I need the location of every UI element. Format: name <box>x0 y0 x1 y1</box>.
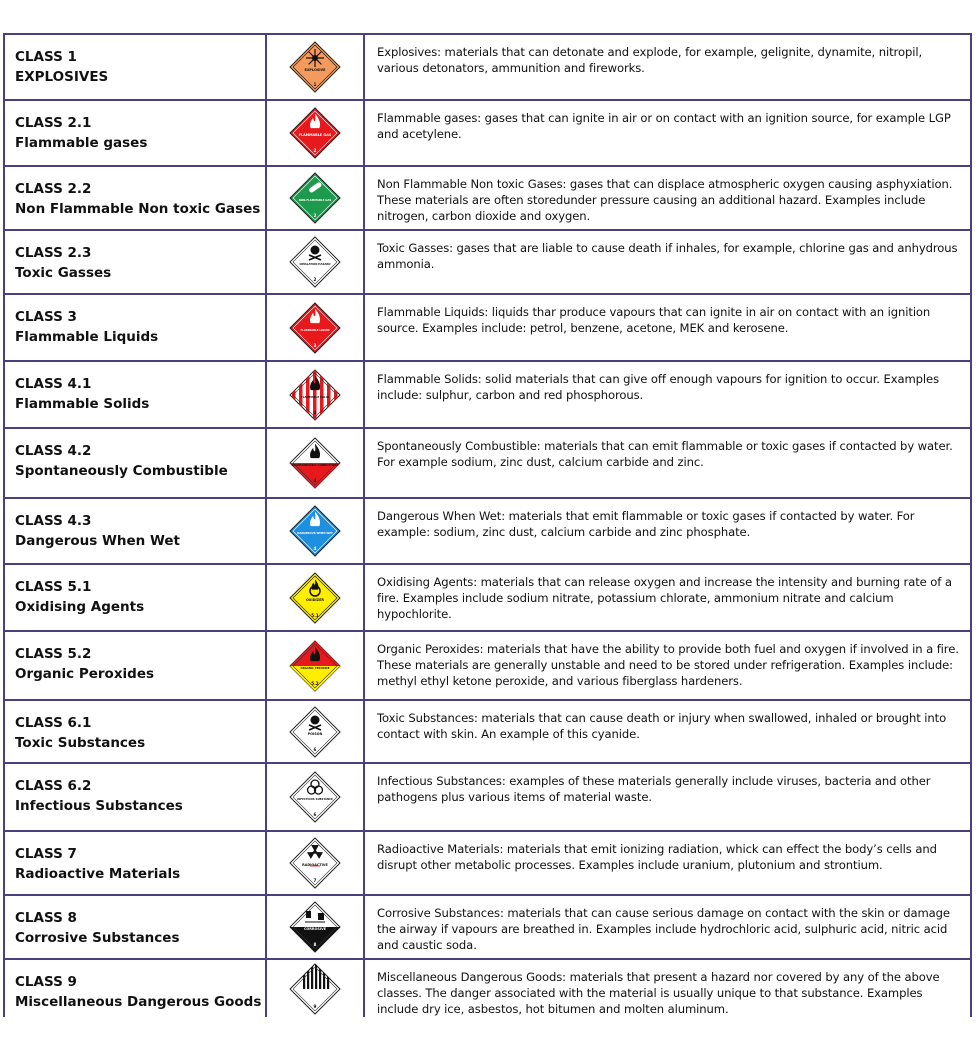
description-cell <box>364 564 971 631</box>
placard-label: DANGEROUS WHEN WET <box>297 532 333 535</box>
class-name: Flammable Liquids <box>15 329 159 345</box>
table-row <box>4 428 971 498</box>
inhalation-hazard-placard-icon <box>288 235 342 289</box>
table-row <box>4 831 971 895</box>
class-cell <box>4 230 266 294</box>
placard-number: 9 <box>313 1003 317 1009</box>
class-number: CLASS 3 <box>15 309 77 325</box>
organic-peroxide-placard-icon <box>288 639 342 693</box>
class-name: Non Flammable Non toxic Gases <box>15 201 261 217</box>
placard-label: INFECTIOUS SUBSTANCE <box>297 798 333 801</box>
placard-symbol <box>306 49 324 67</box>
placard-cell <box>266 34 364 100</box>
placard-label: FLAMMABLE LIQUID <box>300 328 330 332</box>
class-cell <box>4 631 266 700</box>
description-cell <box>364 763 971 831</box>
placard-label: ORGANIC PEROXIDE <box>300 666 330 670</box>
class-number: CLASS 4.2 <box>15 443 92 459</box>
flammable-gas-placard-icon <box>288 106 342 160</box>
class-number: CLASS 2.3 <box>15 245 92 261</box>
description-cell <box>364 166 971 230</box>
class-name: Oxidising Agents <box>15 599 145 615</box>
table-row <box>4 564 971 631</box>
placard-cell <box>266 166 364 230</box>
class-name: Flammable Solids <box>15 396 150 412</box>
placard-cell <box>266 895 364 959</box>
radioactive-placard-icon <box>288 836 342 890</box>
placard-cell <box>266 361 364 428</box>
class-name: Infectious Substances <box>15 798 183 814</box>
class-description: Miscellaneous Dangerous Goods: materials that present a hazard nor covered by any of the above classes. The danger associated with the material is usually unique to that substance. Examples include dry ice, asbestos, hot bitumen and molten aluminum. <box>377 970 940 1016</box>
poison-placard-icon <box>288 705 342 759</box>
class-name: Miscellaneous Dangerous Goods <box>15 994 262 1010</box>
class-number: CLASS 7 <box>15 846 77 862</box>
oxidizer-placard-icon <box>288 571 342 625</box>
description-cell <box>364 498 971 564</box>
placard-label: SPONTANEOUSLY COMBUSTIBLE <box>291 464 339 467</box>
placard-label: OXIDIZER <box>305 597 325 602</box>
class-description: Dangerous When Wet: materials that emit flammable or toxic gases if contacted by water. For example: sodium, zinc dust, calcium carbide and zinc phosphate. <box>377 509 915 539</box>
placard-number: 6 <box>313 812 317 817</box>
description-cell <box>364 959 971 1017</box>
placard-number: 8 <box>313 942 317 947</box>
non-flammable-gas-placard-icon <box>288 171 342 225</box>
class-description: Non Flammable Non toxic Gases: gases that can displace atmospheric oxygen causing asphyxiation. These materials are often storedunder pressure causing an additional hazard. Examples include nitrogen, carbon dioxide and oxygen. <box>377 177 953 223</box>
placard-number: 7 <box>313 878 317 883</box>
class-description: Toxic Substances: materials that can cause death or injury when swallowed, inhaled or brought into contact with skin. An example of this cyanide. <box>377 711 947 741</box>
class-cell <box>4 100 266 166</box>
class-number: CLASS 2.2 <box>15 181 92 197</box>
class-name: Dangerous When Wet <box>15 533 181 549</box>
placard-cell <box>266 700 364 763</box>
class-name: EXPLOSIVES <box>15 69 109 85</box>
dangerous-goods-table <box>3 33 972 1017</box>
class-name: Flammable gases <box>15 135 148 151</box>
class-number: CLASS 6.2 <box>15 778 92 794</box>
class-name: Organic Peroxides <box>15 666 155 682</box>
table-row <box>4 230 971 294</box>
class-description: Oxidising Agents: materials that can release oxygen and increase the intensity and burning rate of a fire. Examples include sodium nitrate, potassium chlorate, ammonium nitrate and calcium hypochlorite. <box>377 575 952 621</box>
placard-number: 4 <box>313 546 317 551</box>
table-row <box>4 895 971 959</box>
description-cell <box>364 700 971 763</box>
placard-number: 4 <box>313 478 317 483</box>
class-cell <box>4 831 266 895</box>
class-cell <box>4 895 266 959</box>
class-description: Flammable Solids: solid materials that can give off enough vapours for ignition to occur. Examples include: sulphur, carbon and red phosphorous. <box>377 372 940 402</box>
table-row <box>4 763 971 831</box>
class-cell <box>4 498 266 564</box>
class-cell <box>4 34 266 100</box>
class-cell <box>4 361 266 428</box>
description-cell <box>364 631 971 700</box>
placard-number: 5.1 <box>311 612 319 618</box>
description-cell <box>364 294 971 361</box>
placard-cell <box>266 294 364 361</box>
class-description: Spontaneously Combustible: materials that can emit flammable or toxic gases if contacted by water. For example sodium, zinc dust, calcium carbide and zinc. <box>377 439 953 469</box>
table-row <box>4 34 971 100</box>
table-row <box>4 294 971 361</box>
placard-cell <box>266 100 364 166</box>
class-cell <box>4 763 266 831</box>
placard-label: POISON <box>307 731 323 736</box>
upper-half <box>290 641 340 666</box>
explosive-placard-icon <box>288 40 342 94</box>
class-description: Organic Peroxides: materials that have the ability to provide both fuel and oxygen if involved in a fire. These materials are generally unstable and need to be stored under refrigeration. Examples include: methyl ethyl ketone peroxide, and various fiberglass hardeners. <box>377 642 959 688</box>
class-description: Toxic Gasses: gases that are liable to cause death if inhales, for example, chlorine gas and anhydrous ammonia. <box>377 241 958 271</box>
class-description: Explosives: materials that can detonate and explode, for example, gelignite, dynamite, nitropil, various detonators, ammunition and fireworks. <box>377 45 923 75</box>
placard-label: FLAMMABLE GAS <box>298 133 332 137</box>
table-row <box>4 700 971 763</box>
placard-cell <box>266 631 364 700</box>
placard-cell <box>266 763 364 831</box>
placard-number: 3 <box>313 342 317 348</box>
placard-number: 2 <box>313 148 317 153</box>
description-cell <box>364 34 971 100</box>
description-cell <box>364 831 971 895</box>
table-row <box>4 100 971 166</box>
dangerous-when-wet-placard-icon <box>288 504 342 558</box>
placard-label: INHALATION HAZARD <box>299 263 331 266</box>
class-number: CLASS 2.1 <box>15 115 92 131</box>
class-name: Radioactive Materials <box>15 866 181 882</box>
class-name: Toxic Substances <box>15 735 146 751</box>
description-cell <box>364 428 971 498</box>
class-name: Corrosive Substances <box>15 930 180 946</box>
class-number: CLASS 1 <box>15 49 77 65</box>
table-row <box>4 498 971 564</box>
placard-number: 6 <box>313 746 317 752</box>
description-cell <box>364 100 971 166</box>
class-cell <box>4 959 266 1017</box>
table-body <box>4 34 971 1017</box>
table-row <box>4 361 971 428</box>
biohazard-placard-icon <box>288 770 342 824</box>
placard-number: 4 <box>313 409 317 415</box>
placard-number: 1 <box>313 82 317 87</box>
class-number: CLASS 5.2 <box>15 646 92 662</box>
class-number: CLASS 9 <box>15 974 77 990</box>
class-description: Flammable gases: gases that can ignite in air or on contact with an ignition source, for example LGP and acetylene. <box>377 111 951 141</box>
class-name: Toxic Gasses <box>15 265 112 281</box>
placard-cell <box>266 831 364 895</box>
class-cell <box>4 564 266 631</box>
corrosive-placard-icon <box>288 900 342 954</box>
class-cell <box>4 428 266 498</box>
class-cell <box>4 700 266 763</box>
placard-label: NON-FLAMMABLE GAS <box>298 199 332 202</box>
class-number: CLASS 4.3 <box>15 513 92 529</box>
class-name: Spontaneously Combustible <box>15 463 228 479</box>
placard-cell <box>266 959 364 1017</box>
class-number: CLASS 6.1 <box>15 715 92 731</box>
placard-cell <box>266 428 364 498</box>
spontaneously-combustible-placard-icon <box>288 436 342 490</box>
class-number: CLASS 8 <box>15 910 77 926</box>
placard-cell <box>266 498 364 564</box>
class-number: CLASS 4.1 <box>15 376 92 392</box>
placard-number: 2 <box>313 213 317 218</box>
description-cell <box>364 895 971 959</box>
placard-label: RADIOACTIVE <box>302 863 328 867</box>
class-description: Corrosive Substances: materials that can cause serious damage on contact with the skin or damage the airway if vapours are breathed in. Examples include hydrochloric acid, sulphuric acid, nitric acid and caustic soda. <box>377 906 950 952</box>
table-row <box>4 959 971 1017</box>
table-row <box>4 631 971 700</box>
flammable-solid-placard-icon <box>288 368 342 422</box>
miscellaneous-placard-icon <box>288 962 342 1016</box>
class-number: CLASS 5.1 <box>15 579 92 595</box>
flammable-liquid-placard-icon <box>288 301 342 355</box>
description-cell <box>364 361 971 428</box>
placard-label: EXPLOSIVE <box>304 68 326 72</box>
placard-number: 2 <box>313 277 317 282</box>
placard-label: CORROSIVE <box>303 927 327 931</box>
placard-cell <box>266 564 364 631</box>
class-cell <box>4 294 266 361</box>
placard-cell <box>266 230 364 294</box>
description-cell <box>364 230 971 294</box>
table-row <box>4 166 971 230</box>
placard-label: FLAMMABLE SOLID <box>301 395 329 399</box>
class-description: Infectious Substances: examples of these materials generally include viruses, bacteria and other pathogens plus various items of material waste. <box>377 774 931 804</box>
class-description: Flammable Liquids: liquids thar produce vapours that can ignite in air on contact with an ignition source. Examples include: petrol, benzene, acetone, MEK and kerosene. <box>377 305 931 335</box>
class-cell <box>4 166 266 230</box>
class-description: Radioactive Materials: materials that emit ionizing radiation, whick can effect the body’s cells and disrupt other metabolic processes. Examples include uranium, plutonium and strontium. <box>377 842 937 872</box>
placard-number: 5.2 <box>311 680 319 686</box>
